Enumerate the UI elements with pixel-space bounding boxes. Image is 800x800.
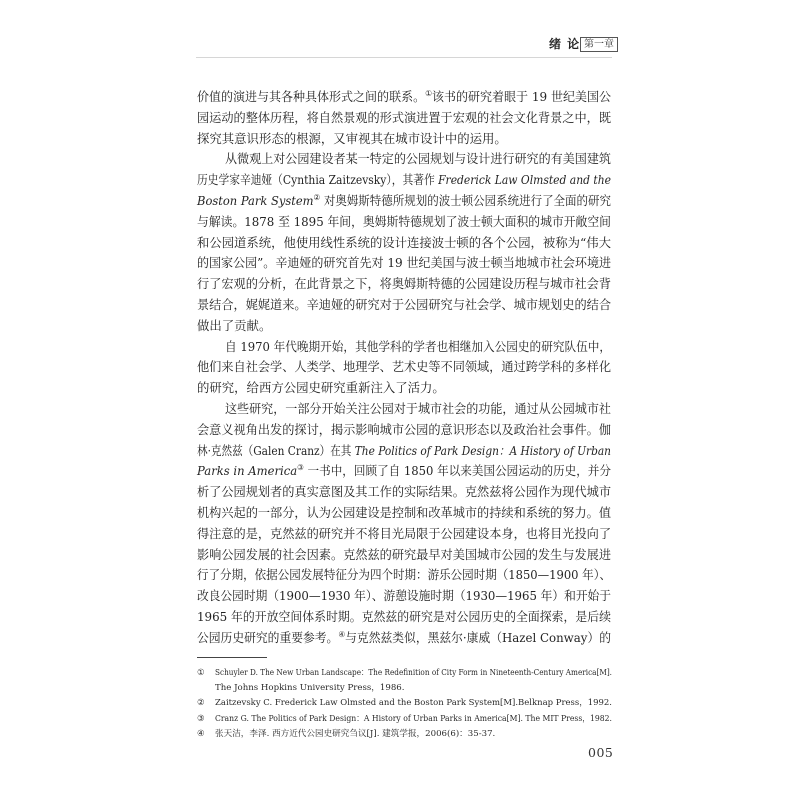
line-text (197, 316, 271, 337)
body-line (197, 586, 611, 607)
footnote-ref: ① (425, 89, 433, 98)
line-text (197, 129, 507, 150)
text-run: 行了分期，依据公园发展特征分为四个时期：游乐公园时期（1850—1900 年）、 (197, 567, 611, 583)
footnote-text: Schuyler D. The New Urban Landscape：The Redefinition of City Form in Nineteenth-Century America[M]. (215, 668, 612, 678)
line-text (197, 503, 611, 524)
body-line (197, 628, 611, 649)
text-run: 做出了贡献。 (197, 317, 272, 333)
footnote-marker: ① (197, 668, 205, 678)
line-text (225, 399, 611, 420)
footnote-item (197, 712, 612, 727)
footnote-item (197, 696, 612, 711)
body-line (197, 149, 611, 170)
text-run: 的研究，给西方公园史研究重新注入了活力。 (197, 380, 445, 396)
footnote-text: Cranz G. The Politics of Park Design：A History of Urban Parks in America[M]. The MIT Press，1982. (215, 713, 612, 724)
body-line (197, 108, 611, 129)
footnote-line (215, 681, 612, 696)
line-text (197, 545, 611, 566)
footnote-separator (197, 657, 267, 658)
text-run: 和公园道系统，他使用线性系统的设计连接波士顿的各个公园，被称为“伟大 (197, 234, 611, 250)
text-run: 与解读。1878 至 1895 年间，奥姆斯特德规划了波士顿大面积的城市开敞空间 (197, 213, 611, 229)
footnotes (197, 666, 612, 743)
footnote-text: 张天洁，李泽. 西方近代公园史研究刍议[J]. 建筑学报，2006(6)：35-37. (215, 729, 496, 739)
line-text (197, 420, 611, 441)
line-text (197, 441, 611, 462)
body-line (197, 295, 611, 316)
text-run: 对奥姆斯特德所规划的波士顿公园系统进行了全面的研究 (320, 192, 611, 208)
text-run: 自 1970 年代晚期开始，其他学科的学者也相继加入公园史的研究队伍中， (225, 338, 611, 354)
body-line (197, 253, 611, 274)
book-title: Boston Park System (197, 192, 314, 208)
body-line (197, 565, 611, 586)
text-run: 的国家公园”。辛迪娅的研究首先对 19 世纪美国与波士顿当地城市社会环境进 (197, 255, 611, 271)
body-line (197, 503, 611, 524)
page-number: 005 (588, 745, 614, 760)
text-run: 从微观上对公园建设者某一特定的公园规划与设计进行研究的有美国建筑 (225, 151, 611, 167)
footnote-marker: ② (197, 698, 205, 708)
text-run: 1965 年的开放空间体系时期。克然兹的研究是对公园历史的全面探索，是后续 (197, 608, 611, 624)
text-run: 机构兴起的一部分，认为公园建设是控制和改革城市的持续和系统的努力。值 (197, 504, 611, 520)
body-line (197, 482, 611, 503)
footnote-marker: ④ (197, 729, 205, 739)
body-line (197, 607, 611, 628)
body-line (197, 545, 611, 566)
body-line (197, 337, 611, 358)
line-text (197, 108, 611, 129)
body-line (197, 461, 611, 482)
line-text (197, 212, 611, 233)
body-line (197, 441, 611, 462)
line-text (197, 170, 611, 191)
body-line (197, 378, 611, 399)
footnote-line (215, 666, 612, 681)
body-line (197, 357, 611, 378)
footnote-marker: ③ (197, 713, 205, 724)
footnote-ref: ③ (297, 463, 304, 473)
text-run: 景结合，娓娓道来。辛迪娅的研究对于公园研究与社会学、城市规划史的结合 (197, 296, 611, 312)
text-run: 林·克然兹（Galen Cranz）在其 (197, 442, 355, 458)
footnote-text: Zaitzevsky C. Frederick Law Olmsted and the Boston Park System[M].Belknap Press，1992. (215, 698, 612, 708)
footnote-ref: ④ (338, 629, 346, 639)
body-line (197, 191, 611, 212)
line-text (197, 482, 611, 503)
line-text (197, 565, 611, 586)
line-text (197, 586, 611, 607)
body-line (197, 316, 611, 337)
line-text (197, 524, 611, 545)
footnote-item (197, 666, 612, 695)
body-line (197, 420, 611, 441)
book-title: Frederick Law Olmsted and the (438, 172, 611, 188)
line-text (197, 378, 445, 399)
paragraph (197, 87, 611, 149)
book-title: The Politics of Park Design：A History of Urban (354, 442, 611, 458)
text-run: 行了宏观的分析，在此背景之下，将奥姆斯特德的公园建设历程与城市社会背 (197, 276, 611, 292)
running-header-chapter-tag: 第一章 (580, 37, 618, 52)
paragraph (197, 337, 611, 399)
line-text (197, 357, 611, 378)
body-line (197, 233, 611, 254)
body-line (197, 274, 611, 295)
text-run: 析了公园规划者的真实意图及其工作的实际结果。克然兹将公园作为现代城市 (197, 484, 611, 500)
book-title: Parks in America (197, 463, 298, 479)
body-line (197, 212, 611, 233)
text-run: 历史学家辛迪娅（Cynthia Zaitzevsky），其著作 (197, 172, 439, 188)
footnote-line (215, 696, 612, 711)
footnote-line (215, 727, 612, 742)
line-text (197, 628, 611, 649)
text-run: 公园历史研究的重要参考。 (197, 629, 339, 645)
line-text (197, 295, 611, 316)
footnote-text: The Johns Hopkins University Press，1986. (215, 682, 405, 693)
text-run: 一书中，回顾了自 1850 年以来美国公园运动的历史，并分 (303, 463, 611, 479)
text-run: 园运动的整体历程，将自然景观的形式演进置于宏观的社会文化背景之中，既 (197, 109, 611, 125)
text-run: 影响公园发展的社会因素。克然兹的研究最早对美国城市公园的发生与发展进 (197, 546, 611, 562)
text-run: 得注意的是，克然兹的研究并不将目光局限于公园建设本身，也将目光投向了 (197, 525, 611, 541)
text-run: 探究其意识形态的根源，又审视其在城市设计中的运用。 (197, 130, 507, 146)
paragraph (197, 399, 611, 649)
body-line (197, 399, 611, 420)
footnote-item (197, 727, 612, 742)
line-text (197, 233, 611, 254)
line-text (197, 461, 611, 482)
text-run: 他们来自社会学、人类学、地理学、艺术史等不同领域，通过跨学科的多样化 (197, 359, 611, 375)
line-text (225, 149, 611, 170)
footnote-line (215, 712, 612, 727)
line-text (225, 337, 611, 358)
running-header-title: 绪 论 (549, 37, 581, 51)
body-line (197, 87, 611, 108)
text-run: 改良公园时期（1900—1930 年）、游憩设施时期（1930—1965 年）和开始于 (197, 588, 611, 604)
line-text (197, 191, 611, 212)
text-run: 这些研究，一部分开始关注公园对于城市社会的功能，通过从公园城市社 (225, 400, 611, 416)
footnote-ref: ② (313, 192, 321, 202)
text-run: 会意义视角出发的探讨，揭示影响城市公园的意识形态以及政治社会事件。伽 (197, 421, 611, 437)
header-rule (196, 57, 612, 58)
paragraph (197, 149, 611, 336)
line-text (197, 607, 611, 628)
text-run: 与克然兹类似，黑兹尔·康威（Hazel Conway）的 (345, 629, 611, 645)
line-text (197, 87, 611, 108)
line-text (197, 274, 611, 295)
body-line (197, 129, 611, 150)
text-run: 该书的研究着眼于 19 世纪美国公 (432, 89, 611, 104)
body-text (197, 87, 611, 649)
body-line (197, 170, 611, 191)
text-run: 价值的演进与其各种具体形式之间的联系。 (197, 89, 426, 104)
line-text (197, 253, 611, 274)
body-line (197, 524, 611, 545)
